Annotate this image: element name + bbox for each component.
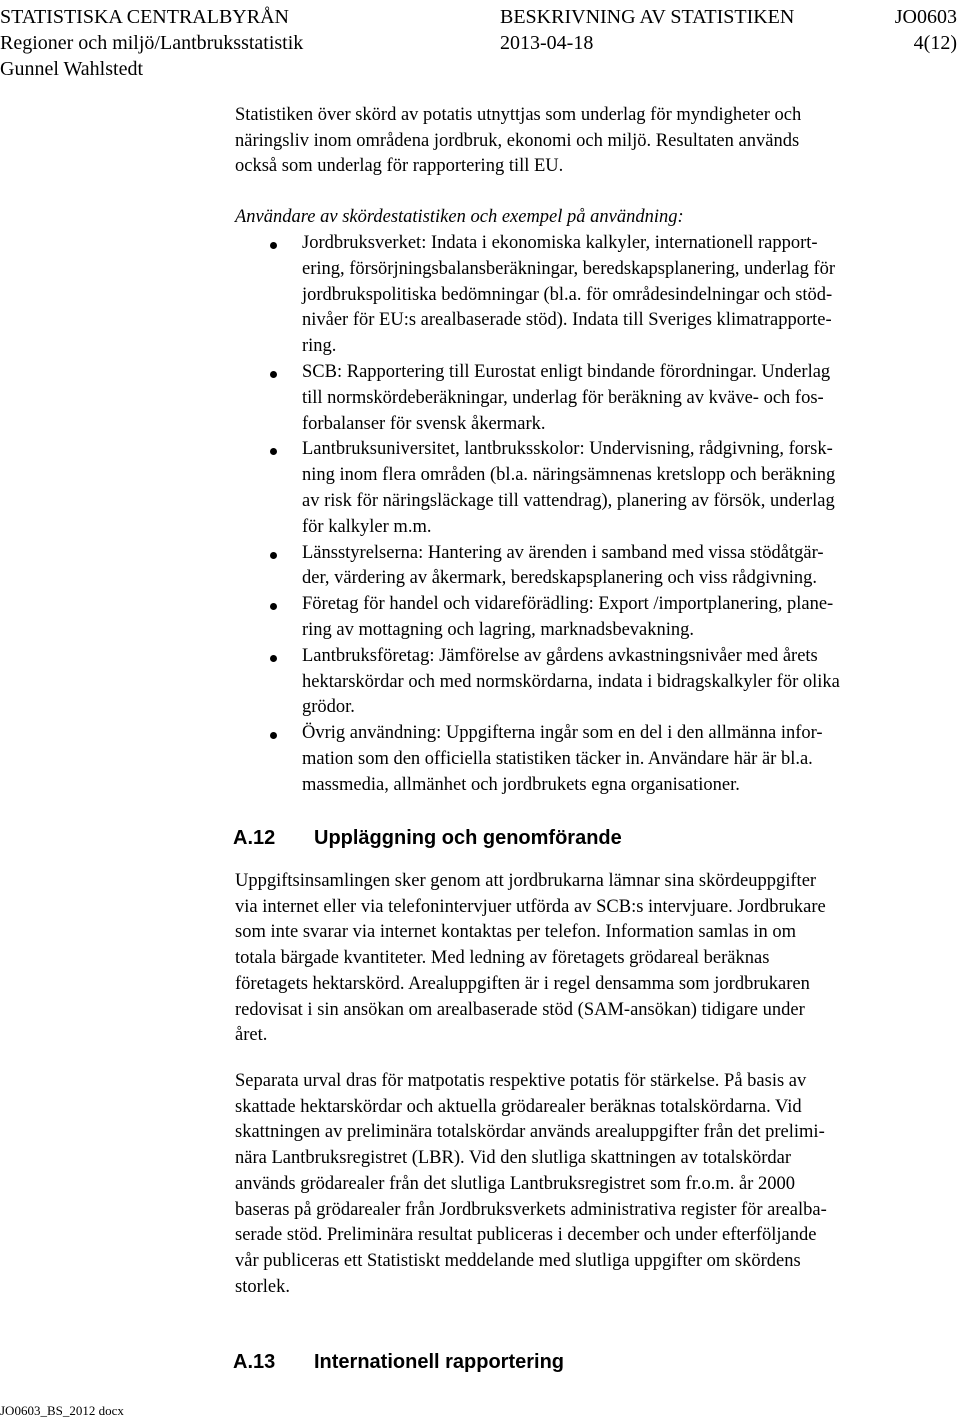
paragraph-line: nära Lantbruksregistret (LBR). Vid den slutliga skattningen av totalskördar [235, 1148, 791, 1169]
list-item-line: SCB: Rapportering till Eurostat enligt bindande förordningar. Underlag [302, 361, 831, 382]
footer-filename: JO0603_BS_2012 docx [0, 1403, 124, 1418]
header-date: 2013-04-18 [500, 32, 594, 54]
paragraph-line: Separata urval dras för matpotatis respektive potatis för stärkelse. På basis av [235, 1071, 807, 1091]
paragraph-line: skattningen av preliminära totalskördar används arealuppgifter från det prelimi- [235, 1122, 825, 1143]
header-doc-id: JO0603 [894, 6, 957, 28]
list-item [235, 231, 950, 360]
paragraph-line: baseras på grödarealer från Jordbruksverkets administrativa register för arealba- [235, 1199, 827, 1220]
section-a13-number: A.13 [233, 1351, 276, 1373]
list-item [235, 721, 950, 798]
paragraph-line: redovisat i sin ansökan om arealbaserade stöd (SAM-ansökan) tidigare under [235, 999, 805, 1020]
users-heading [235, 205, 945, 230]
bullet-icon [270, 242, 277, 249]
users-heading-text: Användare av skördestatistiken och exempel på användning: [235, 207, 684, 227]
header-author: Gunnel Wahlstedt [0, 58, 143, 80]
intro-paragraph [235, 103, 945, 180]
list-item-line: ring av mottagning och lagring, marknadsbevakning. [302, 619, 695, 640]
section-a12-paragraph-2 [235, 1069, 945, 1300]
list-item-line: nivåer för EU:s arealbaserade stöd). Indata till Sveriges klimatrapporte- [302, 310, 832, 331]
bullet-icon [270, 552, 277, 559]
section-a12-title: Uppläggning och genomförande [314, 827, 622, 849]
paragraph-line: företagets hektarskörd. Arealuppgiften är i regel densamma som jordbrukaren [235, 973, 810, 994]
list-item [235, 644, 950, 721]
section-a12-number: A.12 [233, 827, 276, 849]
list-item-line: ning inom flera områden (bl.a. näringsämnenas kretslopp och beräkning [302, 465, 836, 486]
paragraph-line: totala bärgade kvantiteter. Med ledning av företagets grödareal beräknas [235, 948, 770, 969]
bullet-icon [270, 655, 277, 662]
paragraph-line: året. [235, 1025, 268, 1046]
header-doc-type: BESKRIVNING AV STATISTIKEN [500, 6, 795, 28]
list-item-line: grödor. [302, 697, 355, 718]
paragraph-line: serade stöd. Preliminära resultat publiceras i december och under efterföljande [235, 1225, 817, 1246]
header-page-number: 4(12) [913, 32, 957, 54]
list-item-line: hektarskördar och med normskördarna, indata i bidragskalkyler för olika [302, 671, 840, 692]
list-item-line: mation som den officiella statistiken täcker in. Användare här är bl.a. [302, 748, 813, 769]
intro-line: också som underlag för rapportering till EU. [235, 156, 564, 177]
list-item-line: Lantbruksuniversitet, lantbruksskolor: Undervisning, rådgivning, forsk- [302, 439, 833, 460]
paragraph-line: storlek. [235, 1276, 290, 1297]
section-a12-paragraph-1 [235, 869, 945, 1049]
list-item-line: Lantbruksföretag: Jämförelse av gårdens avkastningsnivåer med årets [302, 645, 818, 666]
paragraph-line: används grödarealer från det slutliga Lantbruksregistret som fr.o.m. år 2000 [235, 1173, 795, 1194]
list-item-line: Övrig användning: Uppgifterna ingår som en del i den allmänna infor- [302, 723, 823, 744]
bullet-icon [270, 732, 277, 739]
list-item-line: ering, försörjningsbalansberäkningar, beredskapsplanering, underlag för [302, 258, 836, 279]
intro-line: näringsliv inom områdena jordbruk, ekonomi och miljö. Resultaten används [235, 130, 800, 151]
header-department: Regioner och miljö/Lantbruksstatistik [0, 32, 304, 54]
paragraph-line: skattade hektarskördar och aktuella grödarealer beräknas totalskördarna. Vid [235, 1096, 802, 1117]
list-item-line: av risk för näringsläckage till vattendrag), planering av försök, underlag [302, 490, 835, 511]
intro-line: Statistiken över skörd av potatis utnyttjas som underlag för myndigheter och [235, 105, 802, 125]
list-item-line: för kalkyler m.m. [302, 516, 432, 537]
list-item-line: jordbrukspolitiska bedömningar (bl.a. för områdesindelningar och stöd- [302, 284, 833, 305]
paragraph-line: via internet eller via telefonintervjuer utförda av SCB:s intervjuare. Jordbrukare [235, 896, 826, 917]
header-org: STATISTISKA CENTRALBYRÅN [0, 6, 289, 28]
users-list [235, 231, 950, 799]
bullet-icon [270, 603, 277, 610]
bullet-icon [270, 371, 277, 378]
list-item-line: Jordbruksverket: Indata i ekonomiska kalkyler, internationell rapport- [302, 233, 818, 253]
list-item [235, 541, 950, 593]
list-item [235, 437, 950, 540]
list-item-line: Länsstyrelserna: Hantering av ärenden i samband med vissa stödåtgär- [302, 542, 824, 563]
list-item-line: massmedia, allmänhet och jordbrukets egna organisationer. [302, 774, 740, 795]
paragraph-line: vår publiceras ett Statistiskt meddelande med slutliga uppgifter om skördens [235, 1250, 801, 1271]
paragraph-line: som inte svarar via internet kontaktas per telefon. Information samlas in om [235, 922, 797, 943]
list-item-line: ring. [302, 336, 337, 357]
paragraph-line: Uppgiftsinsamlingen sker genom att jordbrukarna lämnar sina skördeuppgifter [235, 871, 817, 891]
list-item-line: Företag för handel och vidareförädling: Export /importplanering, plane- [302, 594, 834, 615]
list-item-line: forbalanser för svensk åkermark. [302, 413, 546, 434]
list-item-line: till normskördeberäkningar, underlag för beräkning av kväve- och fos- [302, 387, 824, 408]
list-item [235, 360, 950, 437]
bullet-icon [270, 448, 277, 455]
section-a13-title: Internationell rapportering [314, 1351, 565, 1373]
list-item [235, 592, 950, 644]
list-item-line: der, värdering av åkermark, beredskapsplanering och viss rådgivning. [302, 568, 818, 589]
